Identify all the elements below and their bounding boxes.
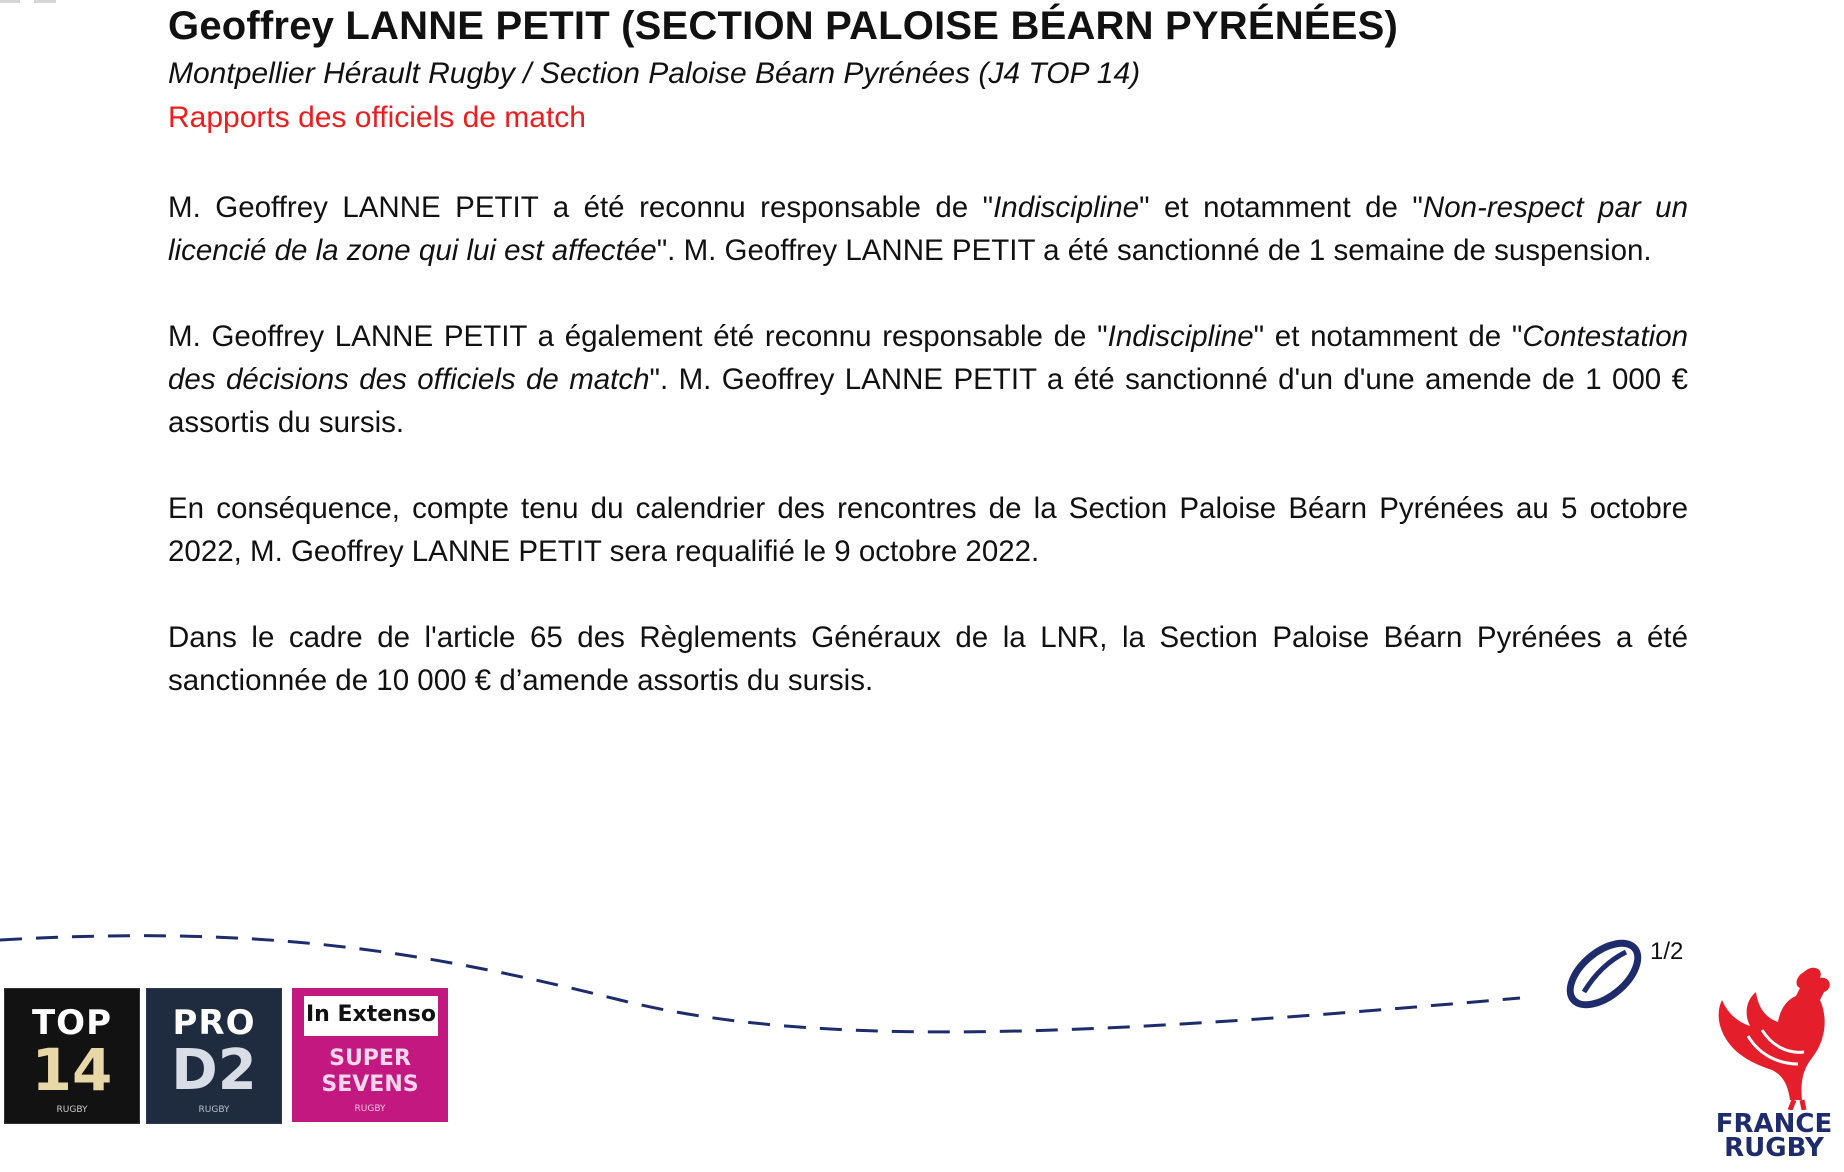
brand-line: RUGBY bbox=[1724, 1133, 1824, 1163]
italic-run: Indiscipline bbox=[993, 191, 1140, 224]
logo-text: RUGBY bbox=[56, 1105, 88, 1115]
section-label: Rapports des officiels de match bbox=[168, 101, 586, 134]
logo-text: RUGBY bbox=[198, 1105, 230, 1115]
match-subtitle: Montpellier Hérault Rugby / Section Paloise Béarn Pyrénées (J4 TOP 14) bbox=[168, 57, 1141, 90]
logo-text: TOP bbox=[31, 1003, 112, 1043]
corner-artifact-icon bbox=[0, 0, 60, 8]
decision-body bbox=[168, 186, 1688, 745]
text-run: " et notamment de " bbox=[1139, 191, 1423, 224]
rooster-icon bbox=[1708, 960, 1838, 1110]
document-header bbox=[168, 2, 1688, 138]
text-run: ". M. Geoffrey LANNE PETIT a été sanctionné d'un d'une amende de 1 000 € assortis du sursis. bbox=[168, 363, 1688, 439]
prod2-logo bbox=[146, 988, 282, 1124]
text-run: M. Geoffrey LANNE PETIT a également été reconnu responsable de " bbox=[168, 320, 1108, 353]
paragraph-requalification: En conséquence, compte tenu du calendrier des rencontres de la Section Paloise Béarn Pyrénées au 5 octobre 2022, M. Geoffrey LANNE PETIT sera requalifié le 9 octobre 2022. bbox=[168, 492, 1688, 568]
italic-run: Indiscipline bbox=[1107, 320, 1254, 353]
page-number: 1/2 bbox=[1650, 938, 1684, 965]
italic-run: Contestation des décisions des officiels de match bbox=[168, 320, 1689, 396]
paragraph-fine bbox=[168, 315, 1688, 444]
brand-line: FRANCE bbox=[1715, 1109, 1833, 1139]
super-sevens-logo bbox=[292, 988, 448, 1122]
italic-run: Non-respect par un licencié de la zone qui lui est affectée bbox=[168, 191, 1688, 267]
paragraph-club-fine: Dans le cadre de l'article 65 des Règlements Généraux de la LNR, la Section Paloise Béarn Pyrénées a été sanctionnée de 10 000 € d’amende assortis du sursis. bbox=[168, 621, 1688, 697]
text-run: ". M. Geoffrey LANNE PETIT a été sanctionné de 1 semaine de suspension. bbox=[656, 234, 1652, 267]
text-run: M. Geoffrey LANNE PETIT a été reconnu responsable de " bbox=[168, 191, 994, 224]
in-extenso-banner bbox=[302, 994, 440, 1038]
logo-text: SEVENS bbox=[321, 1072, 419, 1097]
logo-text: SUPER bbox=[329, 1046, 411, 1071]
logo-text: RUGBY bbox=[354, 1104, 386, 1114]
logo-text: PRO bbox=[172, 1003, 256, 1043]
logo-text: D2 bbox=[171, 1038, 257, 1103]
rugby-ball-icon bbox=[1562, 934, 1646, 1014]
top14-logo bbox=[4, 988, 140, 1124]
france-rugby-brand bbox=[1706, 1109, 1842, 1163]
logo-text: 14 bbox=[31, 1036, 113, 1104]
document-title: Geoffrey LANNE PETIT (SECTION PALOISE BÉARN PYRÉNÉES) bbox=[168, 4, 1399, 48]
logo-text: In Extenso bbox=[305, 1002, 437, 1027]
paragraph-suspension bbox=[168, 186, 1688, 272]
text-run: " et notamment de " bbox=[1253, 320, 1523, 353]
